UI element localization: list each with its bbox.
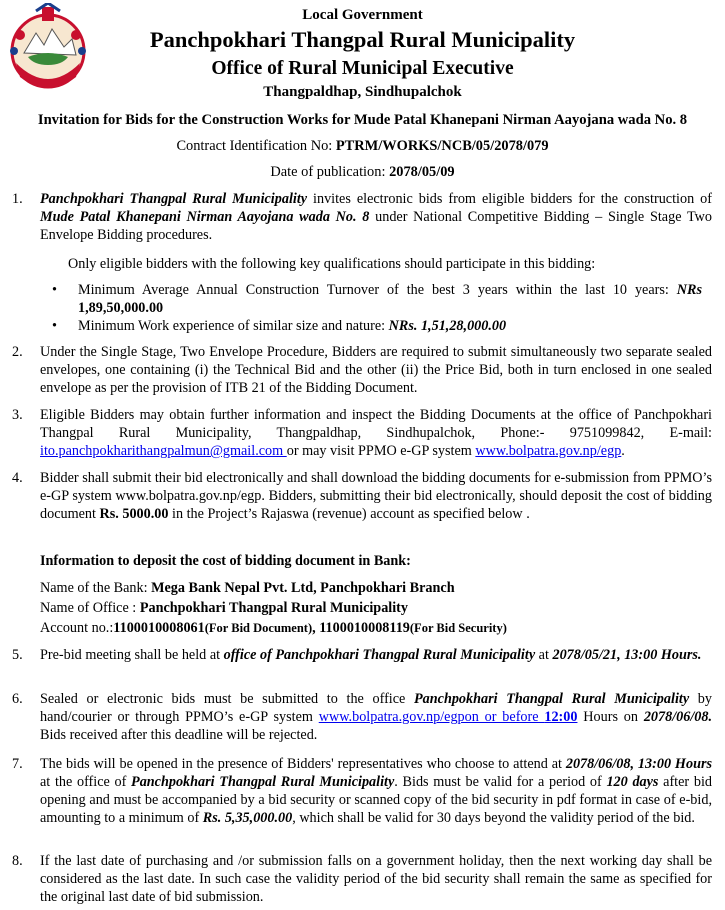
list-item-7 — [12, 755, 712, 827]
bullet-icon: • — [52, 282, 57, 298]
item-number: 3. — [12, 407, 23, 423]
bullet-icon: • — [52, 318, 57, 334]
list-item-5 — [12, 646, 712, 664]
bullet-experience — [52, 317, 702, 335]
contract-number: PTRM/WORKS/NCB/05/2078/079 — [335, 138, 549, 154]
item7-text-end: , which shall be valid for 30 days beyond the validity period of the bid. — [292, 810, 695, 826]
deadline-date: 2078/06/08. — [643, 709, 712, 725]
item7-text-2: at the office of — [40, 774, 132, 790]
item7-office: Panchpokhari Thangpal Rural Municipality — [131, 774, 395, 790]
item5-venue: office of Panchpokhari Thangpal Rural Municipality — [223, 647, 536, 663]
list-item-1 — [12, 190, 712, 244]
item4-text: Bidder shall submit their bid electronically and shall download the bidding documents for e-submission from PPMO’s e-GP system www.bolpatra.gov.np/egp. Bidders, submitting their bid electronically, should deposit the cost of bidding document — [40, 470, 712, 522]
item7-security-amount: Rs. 5,35,000.00 — [202, 810, 293, 826]
bank-info-heading: Information to deposit the cost of bidding document in Bank: — [40, 553, 411, 569]
bullet1-currency: NRs — [676, 282, 702, 298]
account-1-note: (For Bid Document) — [204, 621, 313, 635]
item-number: 7. — [12, 756, 23, 772]
office-name-line — [40, 599, 700, 617]
item3-text-end: . — [621, 443, 625, 459]
item1-bidder: Panchpokhari Thangpal Rural Municipality — [40, 191, 308, 207]
bullet2-text: Minimum Work experience of similar size and nature: — [78, 318, 389, 334]
account-number-line — [40, 619, 700, 637]
publication-label: Date of publication: — [270, 164, 390, 180]
item-number: 8. — [12, 853, 23, 869]
egp-link[interactable]: www.bolpatra.gov.np/egp — [475, 443, 622, 459]
header-municipality-name: Panchpokhari Thangpal Rural Municipality — [149, 27, 576, 52]
list-item-4 — [12, 469, 712, 523]
item1-text-end: under National Competitive Bidding – Single Stage Two Envelope Bidding procedures. — [40, 209, 712, 243]
item6-text: Sealed or electronic bids must be submitted to the office — [40, 691, 414, 707]
item6-text-end: Bids received after this deadline will be rejected. — [40, 727, 318, 743]
list-item-2 — [12, 343, 712, 397]
item3-text: Eligible Bidders may obtain further information and inspect the Bidding Documents at the office of Panchpokhari Thangpal Rural Municipality, Thangpaldhap, Sindhupalchok, Phone:- 9751099842, E-mail: — [40, 407, 712, 441]
item5-at: at — [535, 647, 553, 663]
item4-text-end: in the Project’s Rajaswa (revenue) account as specified below . — [168, 506, 530, 522]
office-name-value: Panchpokhari Thangpal Rural Municipality — [139, 600, 408, 616]
item6-hours: Hours on — [577, 709, 644, 725]
bank-name-line — [40, 579, 700, 597]
header-location: Thangpaldhap, Sindhupalchok — [263, 84, 462, 100]
item1-text: invites electronic bids from eligible bidders for the construction of — [307, 191, 712, 207]
bank-name-label: Name of the Bank: — [40, 580, 152, 596]
publication-value: 2078/05/09 — [389, 164, 455, 180]
egpon-link[interactable]: www.bolpatra.gov.np/egpon or before — [318, 709, 545, 725]
item4-amount: Rs. 5000.00 — [99, 506, 169, 522]
deadline-time: 12:00 — [544, 709, 578, 725]
contract-identification — [0, 137, 725, 155]
office-name-label: Name of Office : — [40, 600, 140, 616]
item-number: 5. — [12, 647, 23, 663]
item5-datetime: 2078/05/21, 13:00 Hours. — [552, 647, 702, 663]
list-item-8 — [12, 852, 712, 906]
bullet1-text: Minimum Average Annual Construction Turnover of the best 3 years within the last 10 years: — [78, 282, 677, 298]
item-number: 6. — [12, 691, 23, 707]
email-link[interactable]: ito.panchpokharithangpalmun@gmail.com — [40, 443, 287, 459]
qualification-intro: Only eligible bidders with the following key qualifications should participate in this bidding: — [68, 256, 596, 272]
item-number: 1. — [12, 191, 23, 207]
account-1: 1100010008061 — [113, 620, 205, 636]
item7-text: The bids will be opened in the presence of Bidders' representatives who choose to attend at — [40, 756, 566, 772]
account-label: Account no.: — [40, 620, 114, 636]
item5-text: Pre-bid meeting shall be held at — [40, 647, 224, 663]
item8-text: If the last date of purchasing and /or submission falls on a government holiday, then the next working day shall be considered as the last date. In such case the validity period of the bid security shall remain the same as specified for the original last date of bid submission. — [40, 853, 712, 905]
item7-text-3: . Bids must be valid for a period of — [394, 774, 607, 790]
item-number: 4. — [12, 470, 23, 486]
item7-validity: 120 days — [606, 774, 659, 790]
item-number: 2. — [12, 344, 23, 360]
account-separator: , — [312, 620, 320, 636]
contract-label: Contract Identification No: — [176, 138, 336, 154]
bullet1-amount: 1,89,50,000.00 — [78, 300, 164, 316]
item7-opening-datetime: 2078/06/08, 13:00 Hours — [565, 756, 712, 772]
header-local-government: Local Government — [302, 7, 423, 23]
bullet2-amount: NRs. 1,51,28,000.00 — [388, 318, 507, 334]
item3-text-mid: or may visit PPMO e-GP system — [286, 443, 476, 459]
item7-text-4: after bid opening and must be accompanied by a bid security or scanned copy of the bid security in pdf format in case of e-bid, amounting to a minimum of — [40, 774, 712, 826]
account-2: 1100010008119 — [319, 620, 410, 636]
bullet-turnover — [52, 281, 702, 317]
account-2-note: (For Bid Security) — [409, 621, 507, 635]
list-item-6 — [12, 690, 712, 744]
notice-title: Invitation for Bids for the Construction Works for Mude Patal Khanepani Nirman Aayojana wada No. 8 — [37, 112, 688, 128]
item2-text: Under the Single Stage, Two Envelope Procedure, Bidders are required to submit simultaneously two separate sealed envelopes, one containing (i) the Technical Bid and the other (ii) the Price Bid, both in turn enclosed in one sealed envelope as per the provision of ITB 21 of the Bidding Document. — [40, 344, 712, 396]
item1-project: Mude Patal Khanepani Nirman Aayojana wada No. 8 — [40, 209, 370, 225]
bank-name-value: Mega Bank Nepal Pvt. Ltd, Panchpokhari Branch — [151, 580, 455, 596]
publication-date — [0, 163, 725, 181]
item6-text-mid: by hand/courier or through PPMO’s e-GP system — [40, 691, 712, 725]
list-item-3 — [12, 406, 712, 460]
header-office-name: Office of Rural Municipal Executive — [211, 58, 514, 79]
item6-office: Panchpokhari Thangpal Rural Municipality — [414, 691, 690, 707]
